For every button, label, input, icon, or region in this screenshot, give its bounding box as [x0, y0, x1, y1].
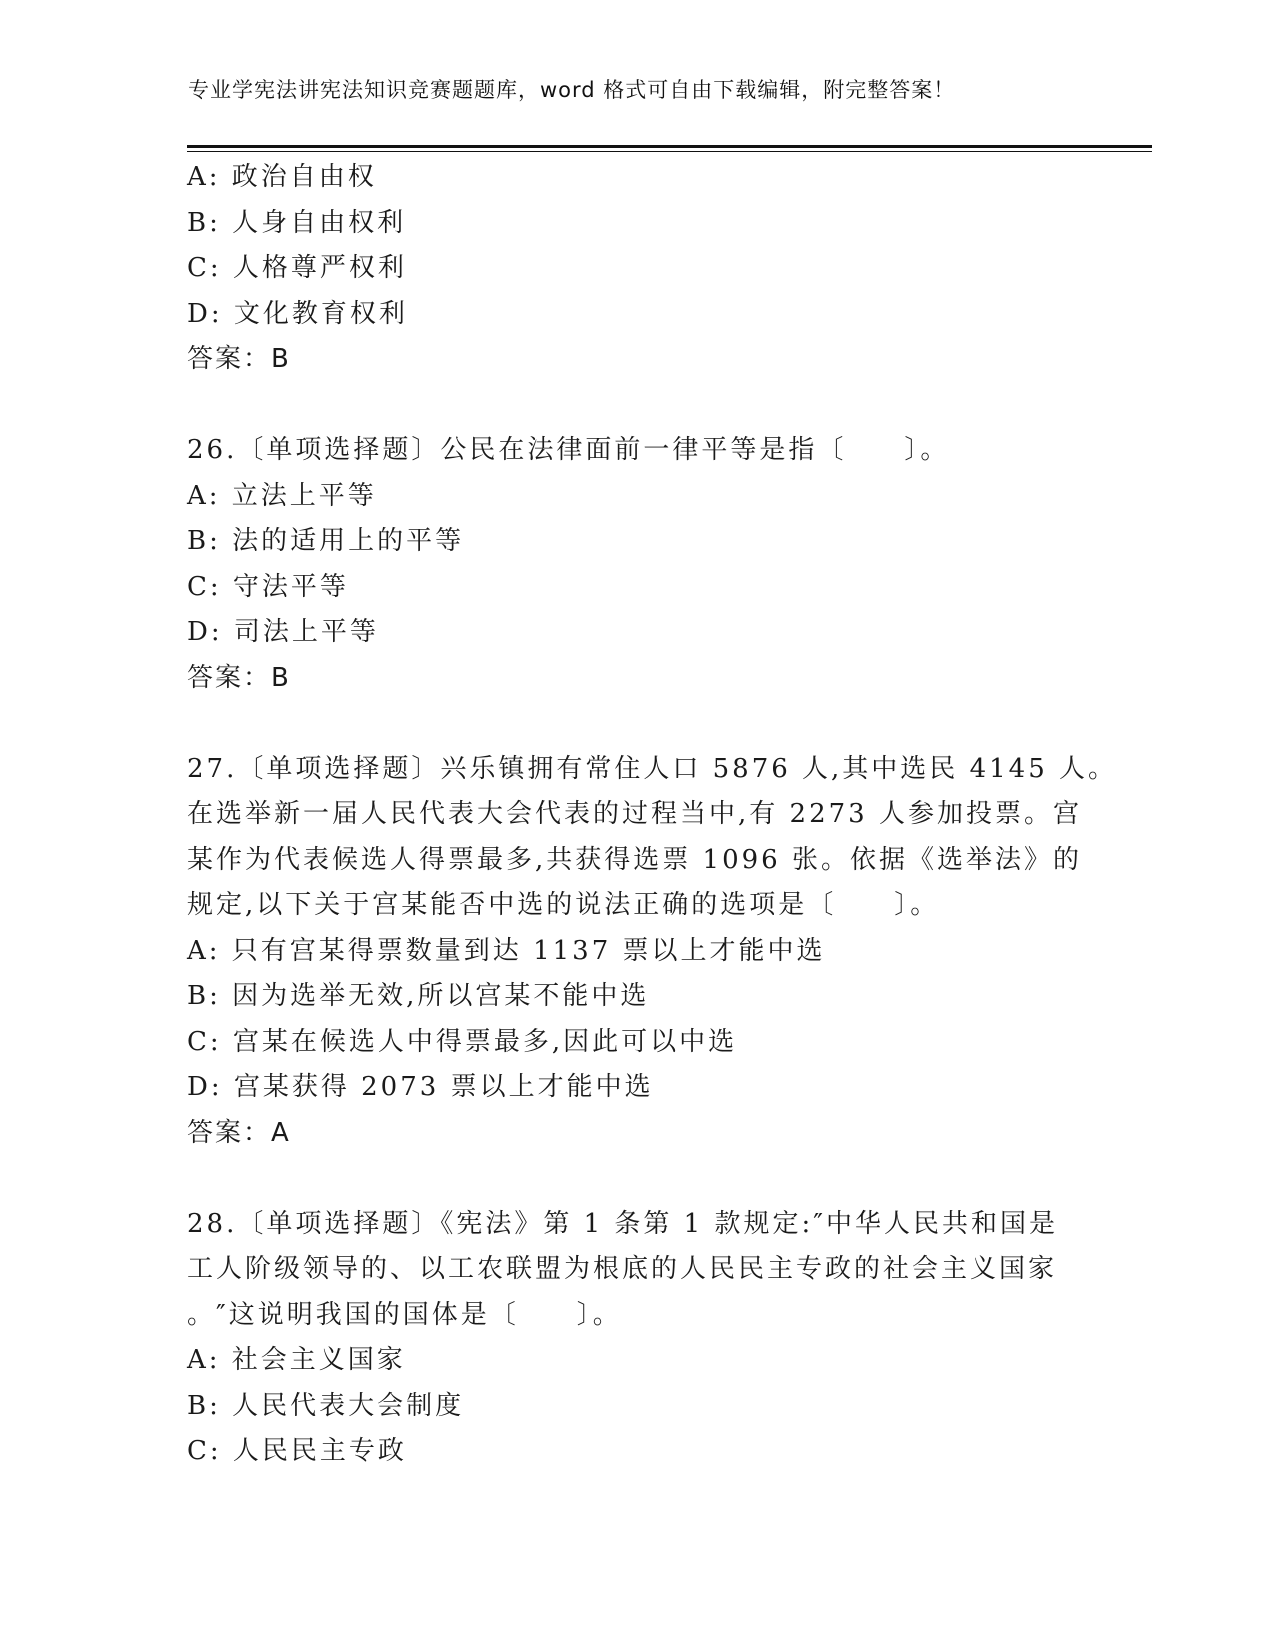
question-stem-line: 工人阶级领导的、以工农联盟为根底的人民民主专政的社会主义国家: [187, 1254, 1058, 1284]
option-a: A: 立法上平等: [187, 480, 377, 511]
option-b: B: 法的适用上的平等: [187, 526, 465, 556]
option-b: B: 因为选举无效,所以宫某不能中选: [187, 981, 650, 1011]
option-c: C: 人格尊严权利: [187, 253, 407, 283]
question-stem-line: 在选举新一届人民代表大会代表的过程当中,有 2273 人参加投票。宫: [187, 799, 1082, 829]
option-c: C: 人民民主专政: [187, 1436, 407, 1466]
answer: 答案：B: [187, 344, 291, 374]
question-26: [187, 428, 1067, 701]
option-c: C: 宫某在候选人中得票最多,因此可以中选: [187, 1026, 738, 1057]
option-a: A: 只有宫某得票数量到达 1137 票以上才能中选: [187, 935, 826, 966]
option-d: D: 文化教育权利: [187, 298, 408, 329]
question-stem-line: 某作为代表候选人得票最多,共获得选票 1096 张。依据《选举法》的: [187, 844, 1082, 875]
question-content: [187, 155, 1118, 1475]
spacer: [187, 701, 1067, 747]
spacer: [187, 1156, 1067, 1202]
header-divider: [187, 145, 1152, 148]
question-25: [187, 155, 1067, 383]
option-c: C: 守法平等: [187, 571, 349, 602]
question-27: [187, 747, 1118, 1157]
question-stem-line: 。″这说明我国的国体是〔 〕。: [187, 1299, 622, 1330]
spacer: [187, 383, 1067, 429]
option-b: B: 人民代表大会制度: [187, 1390, 465, 1421]
option-a: A: 社会主义国家: [187, 1345, 406, 1375]
option-b: B: 人身自由权利: [187, 207, 407, 238]
option-d: D: 司法上平等: [187, 617, 379, 647]
header-divider-thin: [187, 151, 1152, 152]
question-stem-line: 28.〔单项选择题〕《宪法》第 1 条第 1 款规定:″中华人民共和国是: [187, 1208, 1058, 1239]
answer: 答案：A: [187, 1117, 291, 1148]
question-stem: 26.〔单项选择题〕公民在法律面前一律平等是指〔 〕。: [187, 435, 950, 465]
option-d: D: 宫某获得 2073 票以上才能中选: [187, 1072, 654, 1102]
page-header: 专业学宪法讲宪法知识竞赛题题库，word 格式可自由下载编辑，附完整答案！: [188, 78, 956, 102]
question-stem-line: 规定,以下关于宫某能否中选的说法正确的选项是〔 〕。: [187, 890, 940, 920]
answer: 答案：B: [187, 662, 291, 693]
option-a: A: 政治自由权: [187, 162, 377, 192]
question-28: [187, 1202, 1067, 1475]
question-stem-line: 27.〔单项选择题〕兴乐镇拥有常住人口 5876 人,其中选民 4145 人。: [187, 753, 1118, 784]
